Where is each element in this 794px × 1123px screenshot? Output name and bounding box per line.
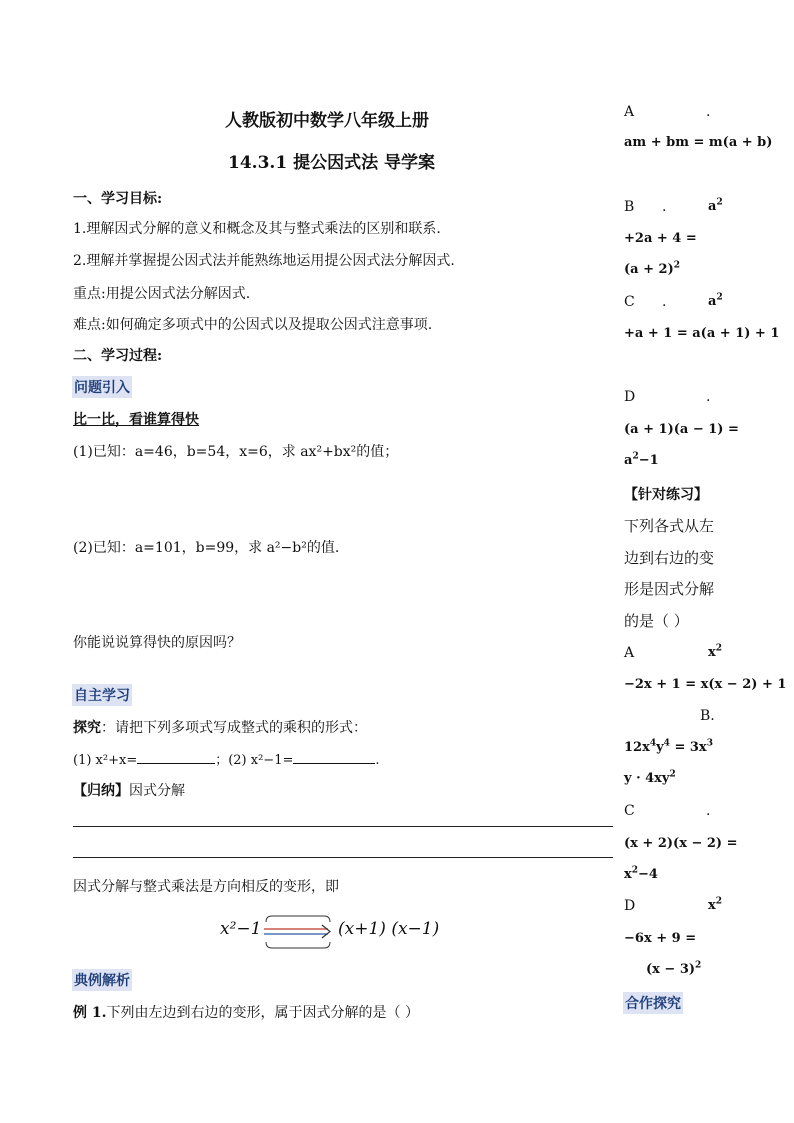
option-d-line2: $a^2-1$ [624, 451, 659, 468]
explore-text: ：请把下列多项式写成整式的乘积的形式： [101, 720, 367, 736]
section-label-examples: 典例解析 [72, 969, 132, 991]
practice-a-line1: $x^2$ [708, 643, 723, 660]
option-c-line2: +a + 1 = a(a + 1) + 1 [624, 326, 780, 341]
summary-label: 【归纳】 [73, 783, 129, 799]
answer-line-1 [73, 826, 613, 827]
practice-b-label: B. [700, 708, 715, 724]
practice-d-line1: $x^2$ [708, 896, 723, 913]
exercise-end: . [375, 753, 380, 768]
practice-text-3: 形是因式分解 [624, 580, 715, 598]
explore-line [73, 717, 367, 737]
option-b-dot: . [662, 199, 667, 215]
example-1-label: 例 1. [73, 1005, 107, 1021]
exercise-2-blank[interactable] [293, 751, 375, 764]
diagram-left-expression: x²−1 [220, 919, 262, 939]
exercise-1-prefix: (1) x²+x= [73, 753, 138, 768]
section-label-cooperation: 合作探究 [623, 992, 683, 1014]
goal-1: 1.理解因式分解的意义和概念及其与整式乘法的区别和联系. [73, 221, 441, 237]
option-c-line1: $a^2$ [708, 292, 723, 309]
option-c-label: C [624, 294, 635, 310]
option-b-label: B [624, 199, 635, 215]
option-b-line2: +2a + 4 = [624, 231, 697, 246]
practice-a-line2: −2x + 1 = x(x − 2) + 1 [624, 677, 787, 692]
practice-c-label: C [624, 803, 635, 819]
question-1: (1)已知：a=46，b=54，x=6，求 ax²+bx²的值； [73, 444, 399, 460]
practice-c-line2: $x^2-4$ [624, 865, 658, 882]
practice-c-dot: . [706, 803, 711, 819]
section-label-self-study: 自主学习 [72, 684, 132, 706]
practice-d-line3: $(x - 3)^2$ [646, 960, 702, 977]
option-d-dot: . [706, 389, 711, 405]
option-d-label: D [624, 389, 636, 405]
bidirectional-arrow-icon [262, 912, 334, 952]
section-label-intro: 问题引入 [72, 376, 132, 398]
practice-b-line1: $12x^4y^4 = 3x^3$ [624, 738, 713, 755]
practice-d-line2: −6x + 9 = [624, 931, 697, 946]
diagram-right-expression: (x+1) (x−1) [338, 919, 440, 939]
section-heading-process: 二、学习过程: [73, 348, 163, 364]
option-b-line1: $a^2$ [708, 197, 723, 214]
example-1-text: 下列由左边到右边的变形，属于因式分解的是（ ） [106, 1005, 419, 1021]
summary-line [73, 780, 185, 800]
practice-d-label: D [624, 898, 636, 914]
summary-text: 因式分解 [129, 783, 185, 799]
difficulty-point: 难点:如何确定多项式中的公因式以及提取公因式注意事项. [73, 317, 433, 333]
compare-heading: 比一比，看谁算得快 [73, 412, 199, 428]
reverse-statement: 因式分解与整式乘法是方向相反的变形，即 [73, 879, 339, 895]
option-b-line3: $(a + 2)^2$ [624, 260, 680, 277]
exercise-1-blank[interactable] [137, 751, 215, 764]
option-a-math: am + bm = m(a + b) [624, 135, 773, 150]
page-title: 人教版初中数学八年级上册 [225, 111, 429, 131]
question-2: (2)已知：a=101，b=99，求 a²−b²的值. [73, 540, 340, 556]
option-a-label: A [624, 104, 635, 120]
option-c-dot: . [662, 294, 667, 310]
example-1 [73, 1002, 419, 1022]
exercise-line [73, 749, 380, 768]
answer-line-2 [73, 857, 613, 858]
goal-2: 2.理解并掌握提公因式法并能熟练地运用提公因式法分解因式. [73, 253, 455, 269]
practice-c-line1: (x + 2)(x − 2) = [624, 836, 738, 851]
page-subtitle: 14.3.1 提公因式法 导学案 [228, 153, 435, 173]
key-point: 重点:用提公因式法分解因式. [73, 286, 251, 302]
practice-text-4: 的是（ ） [624, 612, 689, 630]
section-heading-goals: 一、学习目标: [73, 191, 163, 207]
exercise-sep: ；(2) x²−1= [215, 753, 294, 768]
practice-text-1: 下列各式从左 [624, 517, 715, 535]
option-a-dot: . [706, 104, 711, 120]
practice-a-label: A [624, 645, 635, 661]
practice-text-2: 边到右边的变 [624, 549, 715, 567]
why-question: 你能说说算得快的原因吗？ [73, 635, 241, 651]
explore-label: 探究 [73, 720, 101, 736]
option-d-line1: (a + 1)(a − 1) = [624, 422, 739, 437]
practice-title: 【针对练习】 [624, 487, 708, 503]
practice-b-line2: $y \cdot 4xy^2$ [624, 769, 676, 786]
